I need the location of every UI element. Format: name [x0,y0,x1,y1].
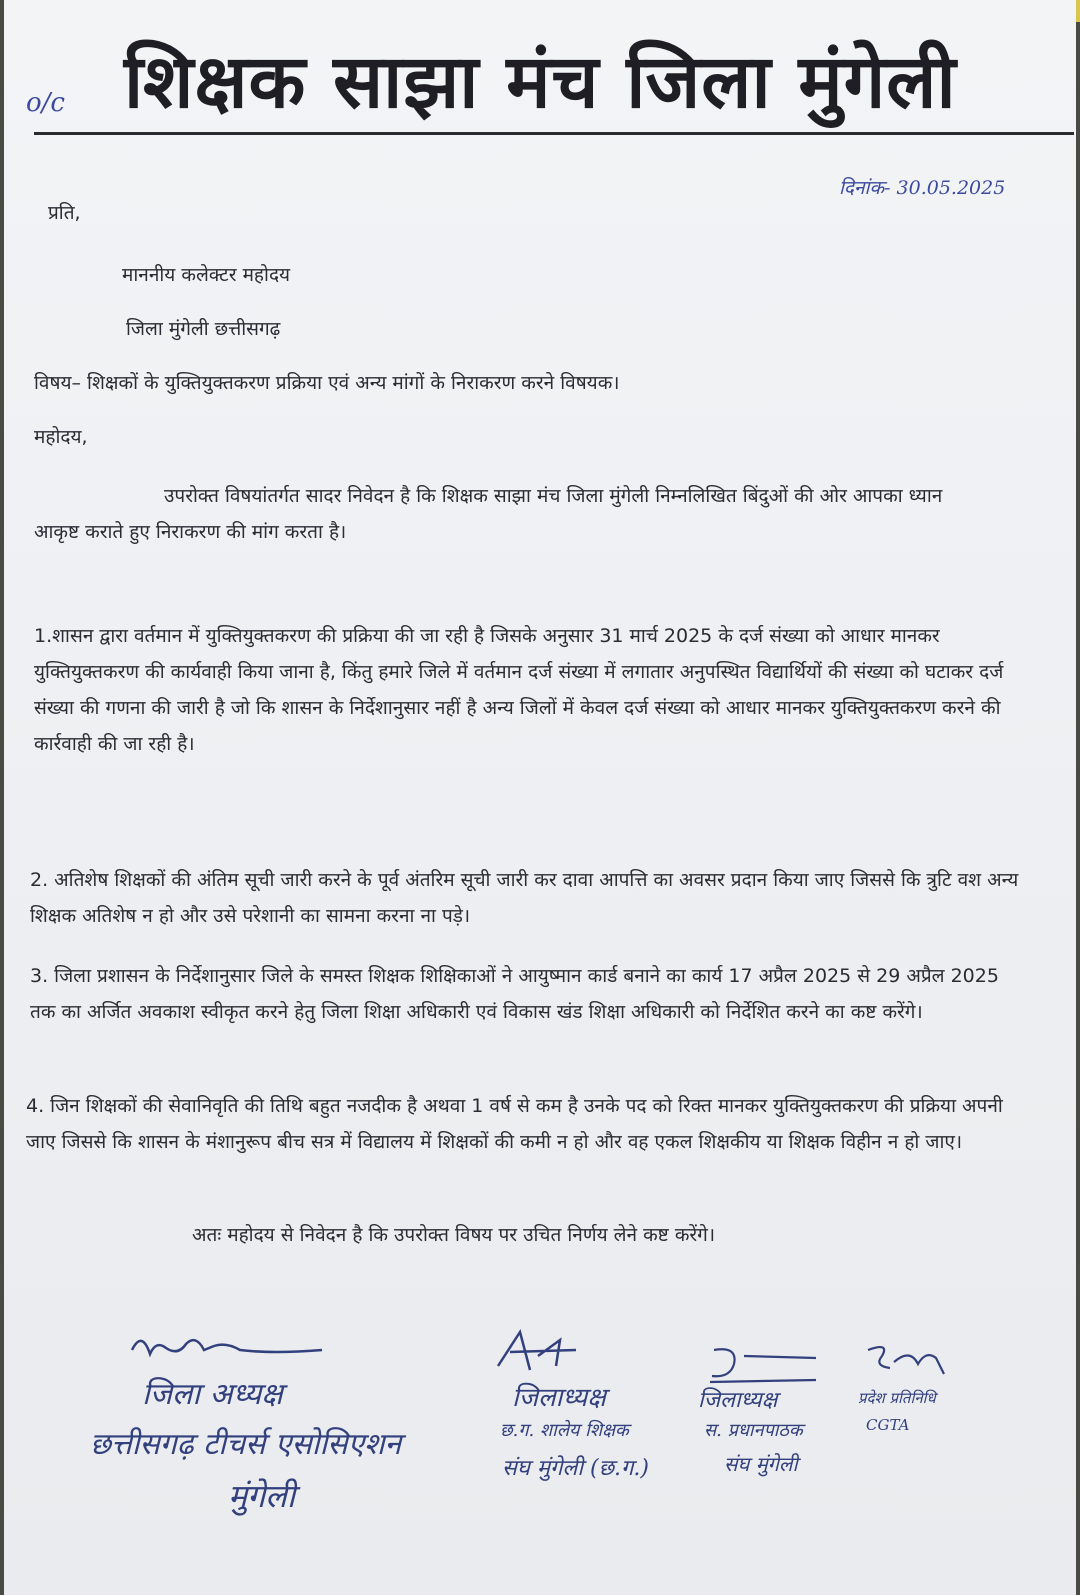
signature-1-role: जिला अध्यक्ष [142,1377,283,1412]
addressee-line-2: जिला मुंगेली छत्तीसगढ़ [126,318,281,340]
salutation: महोदय, [34,426,88,448]
point-3: 3. जिला प्रशासन के निर्देशानुसार जिले के समस्त शिक्षक शिक्षिकाओं ने आयुष्मान कार्ड बनाने का कार्य 17 अप्रैल 2025 से 29 अप्रैल 2025 तक का अर्जित अवकाश स्वीकृत करने हेतु जिला शिक्षा अधिकारी एवं विकास खंड शिक्षा अधिकारी को निर्देशित करने का कष्ट करेंगे। [30,965,999,1023]
letterhead-title: शिक्षक साझा मंच जिला मुंगेली [124,39,957,125]
subject-line: विषय– शिक्षकों के युक्तियुक्तकरण प्रक्रिया एवं अन्य मांगों के निराकरण करने विषयक। [34,372,620,394]
point-4: 4. जिन शिक्षकों की सेवानिवृति की तिथि बहुत नजदीक है अथवा 1 वर्ष से कम है उनके पद को रिक्त मानकर युक्तियुक्तकरण की प्रक्रिया अपनी जाए जिससे कि शासन के मंशानुरूप बीच सत्र में विद्यालय में शिक्षकों की कमी न हो और वह एकल शिक्षकीय या शिक्षक विहीन न हो जाए। [26,1095,1003,1153]
signature-3-org: स. प्रधानपाठक [704,1420,803,1441]
signature-4-role: प्रदेश प्रतिनिधि [858,1389,936,1407]
oc-handwritten-mark: o/c [26,88,65,118]
signature-2-place: संघ मुंगेली (छ.ग.) [502,1456,649,1481]
addressee-line-1: माननीय कलेक्टर महोदय [122,264,291,286]
handwritten-date: दिनांक- 30.05.2025 [839,177,1006,199]
signature-3-role: जिलाध्यक्ष [698,1388,778,1413]
signature-1-place: मुंगेली [228,1477,296,1515]
closing-request: अतः महोदय से निवेदन है कि उपरोक्त विषय पर उचित निर्णय लेने कष्ट करेंगे। [192,1224,716,1246]
point-2: 2. अतिशेष शिक्षकों की अंतिम सूची जारी करने के पूर्व अंतरिम सूची जारी कर दावा आपत्ति का अवसर प्रदान किया जाए जिससे कि त्रुटि वश अन्य शिक्षक अतिशेष न हो और उसे परेशानी का सामना करना ना पड़े। [30,869,1019,927]
letter-page [4,0,1076,1595]
signature-4-org: CGTA [866,1416,910,1434]
signature-3-scribble [704,1342,824,1386]
signature-1-org: छत्तीसगढ़ टीचर्स एसोसिएशन [90,1427,402,1462]
intro-paragraph: उपरोक्त विषयांतर्गत सादर निवेदन है कि शिक्षक साझा मंच जिला मुंगेली निम्नलिखित बिंदुओं की ओर आपका ध्यान आकृष्ट कराते हुए निराकरण की मांग करता है। [34,485,943,543]
addressee-prati: प्रति, [48,202,81,224]
letterhead-rule [34,132,1074,135]
signature-2-role: जिलाध्यक्ष [512,1383,606,1413]
signature-3-place: संघ मुंगेली [724,1452,798,1476]
point-1: 1.शासन द्वारा वर्तमान में युक्तियुक्तकरण की प्रक्रिया की जा रही है जिसके अनुसार 31 मार्च 2025 के दर्ज संख्या को आधार मानकर युक्तियुक्तकरण की कार्यवाही किया जाना है, किंतु हमारे जिले में वर्तमान दर्ज संख्या में लगातार अनुपस्थित विद्यार्थियों की संख्या को घटाकर दर्ज संख्या की गणना की जारी है जो कि शासन के निर्देशानुसार नहीं है अन्य जिलों में केवल दर्ज संख्या को आधार मानकर युक्तियुक्तकरण करने की कार्रवाही की जा रही है। [34,625,1004,755]
signature-2-scribble [490,1326,600,1380]
signature-2-org: छ.ग. शालेय शिक्षक [500,1420,629,1441]
signature-1-scribble [122,1320,342,1370]
signature-4-scribble [860,1340,960,1384]
